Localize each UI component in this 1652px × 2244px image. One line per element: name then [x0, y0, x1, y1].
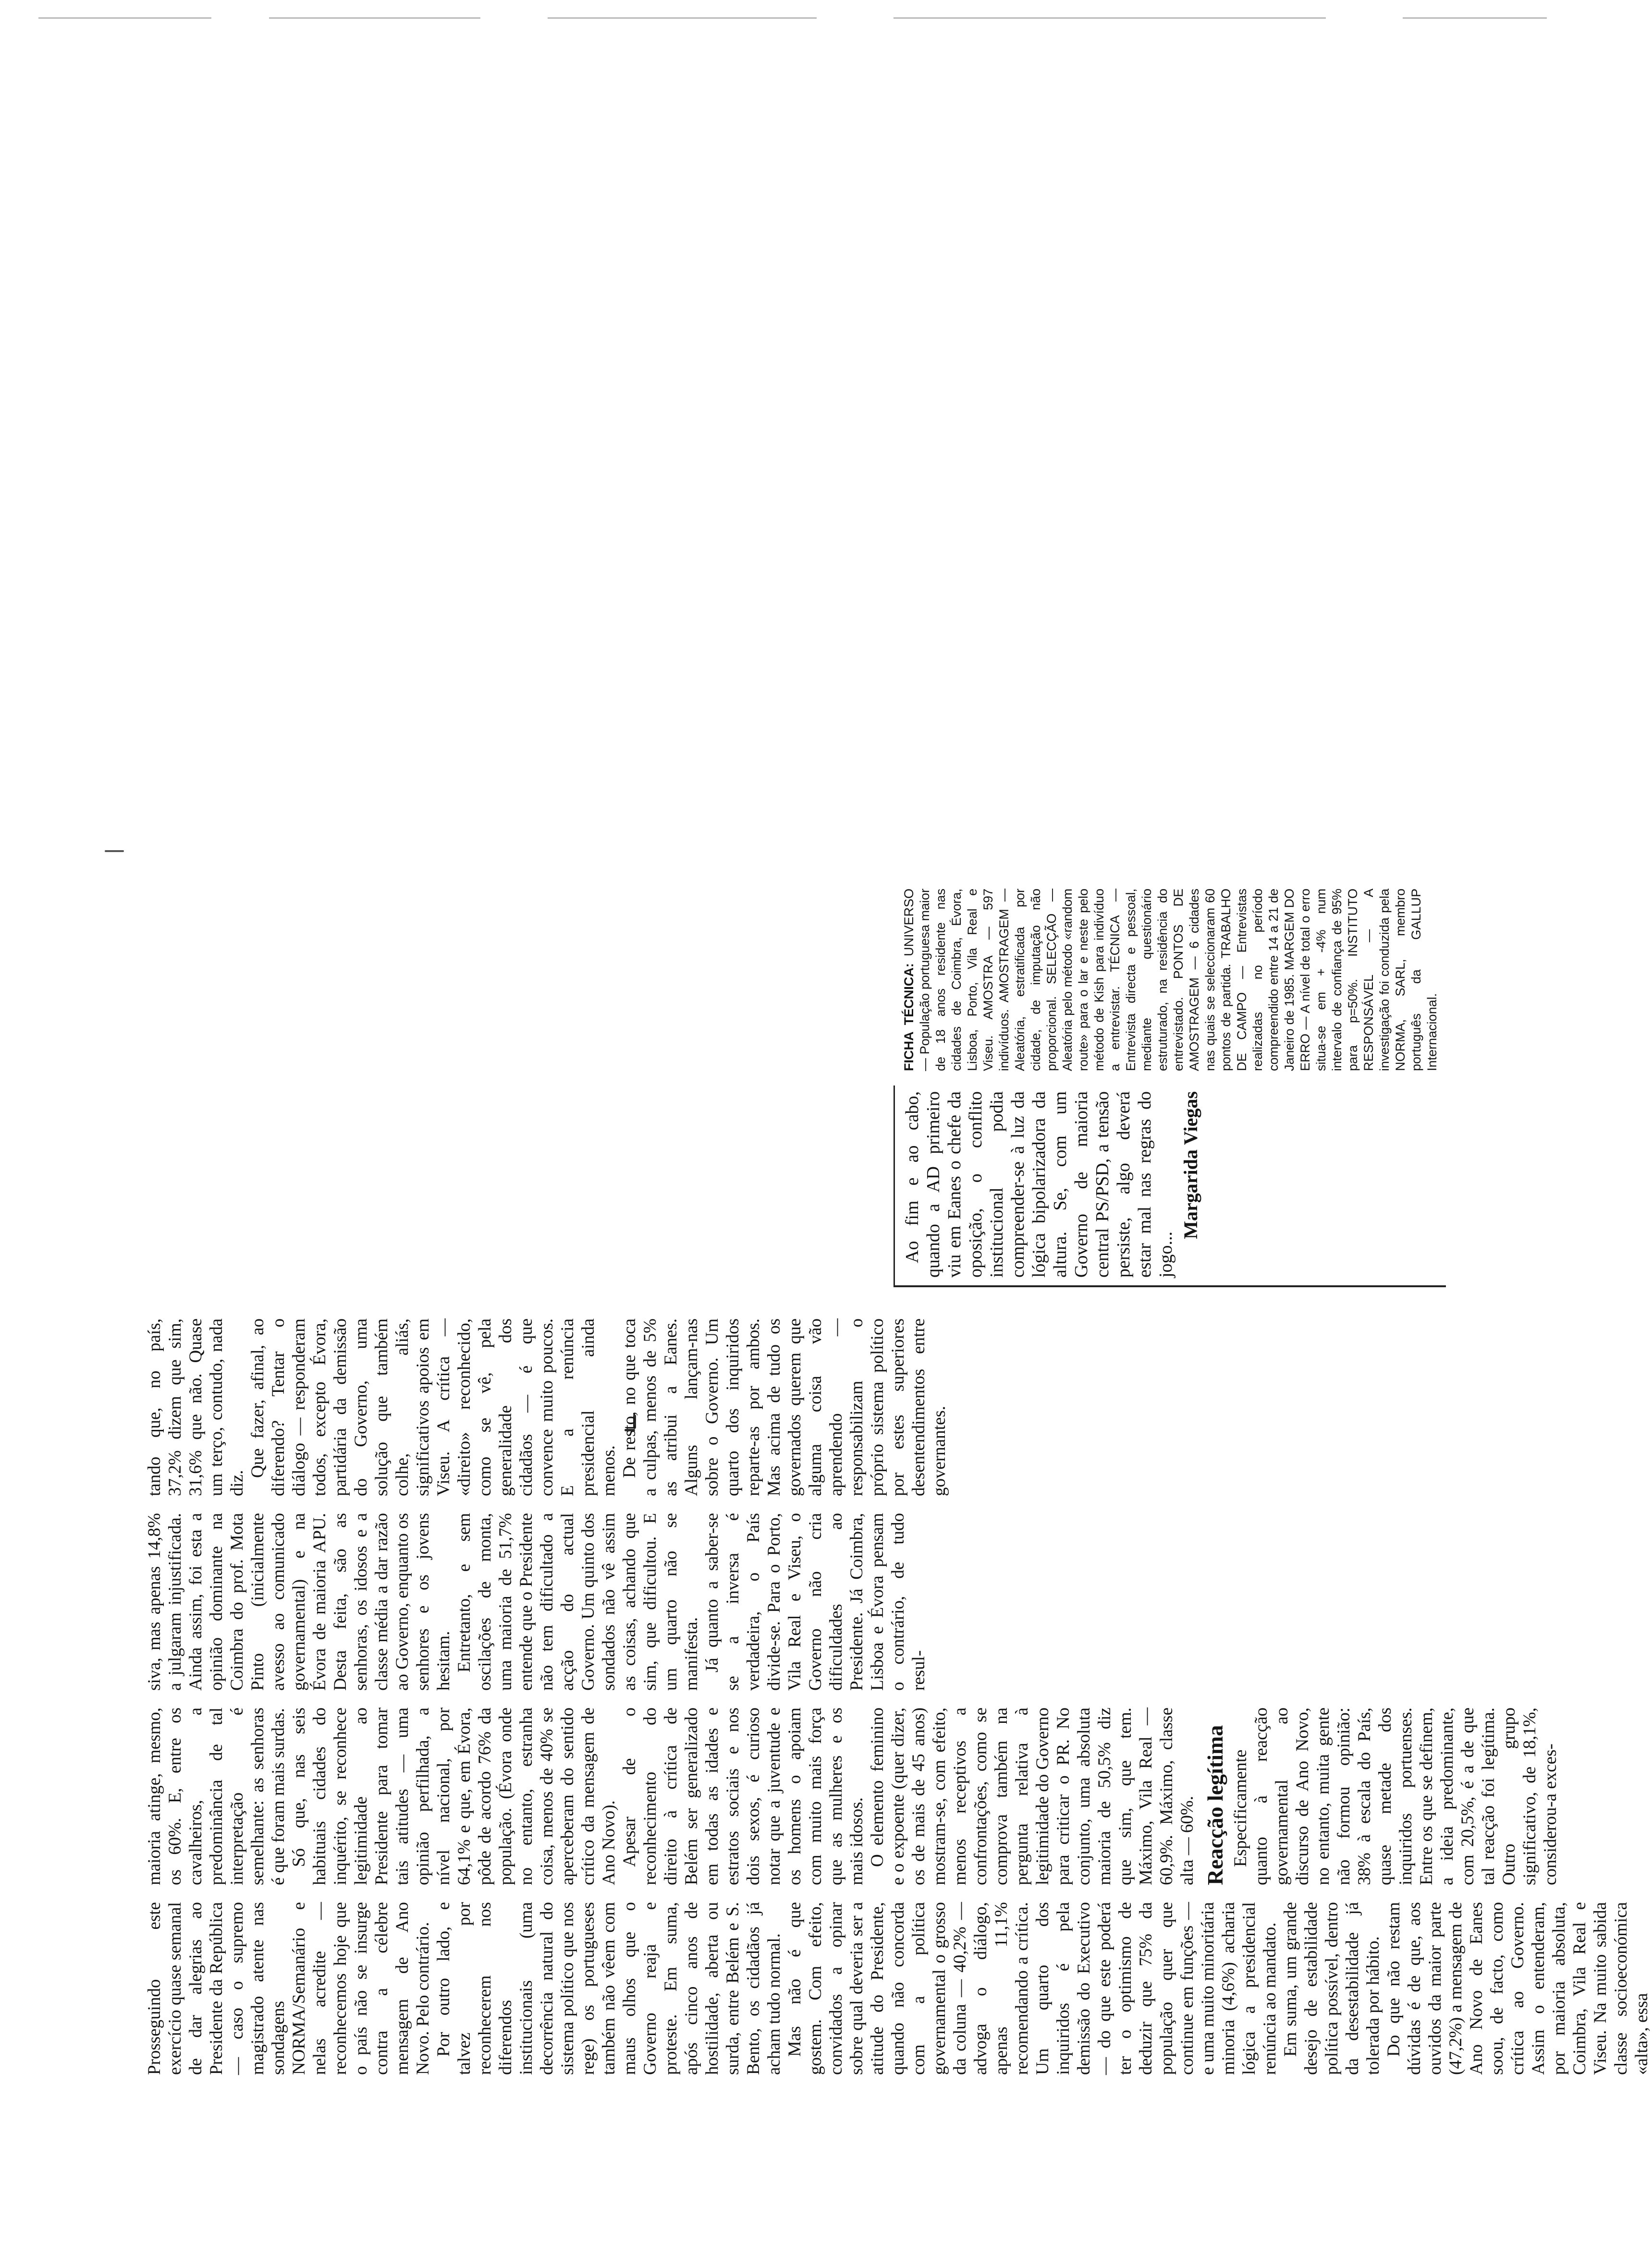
- article-column-1: [144, 1902, 1652, 2075]
- paragraph: De resto, no que toca a culpas, menos de 5% as atribui a Eanes. Alguns lançam-nas sobre o Governo. Um quarto dos inquiridos reparte-as por ambos. Mas acima de tudo os governados querem que alguma coisa vão aprendendo — responsabilizam o próprio sistema político por estes superiores desentendimentos entre governantes.: [620, 1318, 949, 1496]
- scan-speck: [105, 850, 124, 852]
- author-signature: Margarida Viegas: [1180, 1091, 1201, 1239]
- article-column-3: [144, 1513, 929, 1691]
- paragraph: Entretanto, e sem oscilações de monta, uma maioria de 51,7% entende que o Presidente não tem dificultado a acção do actual Governo. Um quinto dos sondados não vê assim as coisas, achando que sim, que dificultou. E um quarto não se manifesta.: [454, 1513, 701, 1691]
- paragraph: Prosseguindo este exercício quase semanal de dar alegrias ao Presidente da República — caso o supremo magistrado atente nas sondagens NORMA/Semanário e nelas acredite — reconhecemos hoje que o país não se insurge contra a célebre mensagem de Ano Novo. Pelo contrário.: [145, 1902, 433, 2075]
- paragraph: Do que não restam dúvidas é de que, aos ouvidos da maior parte (47,2%) a mensagem de Ano Novo de Eanes soou, de facto, como crítica ao Governo. Assim o entenderam, por maioria absoluta, Coimbra, Vila Real e Viseu. Na muito sabida classe socioeconómica «alta», essa: [1384, 1902, 1652, 2075]
- paragraph: Por outro lado, e talvez por reconhecerem nos diferendos institucionais (uma decorrência natural do sistema político que nos rege) os portugueses também não vêem com maus olhos que o Governo reaja e proteste. Em suma, após cinco anos de hostilidade, aberta ou surda, entre Belém e S. Bento, os cidadãos já acham tudo normal.: [434, 1902, 784, 2075]
- paragraph: Que fazer, afinal, ao diferendo? Tentar o diálogo — responderam todos, excepto Évora, partidária da demissão do Governo, uma solução que também colhe, aliás, significativos apoios em Viseu. A crítica — «direito» reconhecido, como se vê, pela generalidade dos cidadãos — é que convence muito poucos. E a renúncia presidencial ainda menos.: [248, 1318, 619, 1496]
- technical-sheet: [893, 884, 1446, 1076]
- paragraph: Já quanto a saber-se se a inversa é verdadeira, o País divide-se. Para o Porto, Vila Real e Viseu, o Governo não cria dificuldades ao Presidente. Já Coimbra, Lisboa e Évora pensam o contrário, de tudo resul-: [702, 1513, 929, 1691]
- paragraph: maioria atinge, mesmo, os 60%. E, entre os cavalheiros, a predominância de tal interpretação é semelhante: as senhoras é que foram mais surdas.: [145, 1707, 288, 1885]
- scan-mark: [548, 17, 817, 19]
- scan-mark: [38, 17, 211, 19]
- article-column-4: [144, 1318, 949, 1496]
- paragraph: Apesar de o reconhecimento do direito à crítica de Belém ser generalizado em todas as idades e estratos sociais e nos dois sexos, é curioso notar que a juventude e os homens o apoiam com muito mais força que as mulheres e os mais idosos.: [620, 1707, 867, 1885]
- paragraph: Em suma, um grande desejo de estabilidade política possível, dentro da desestabilidade já tolerada por hábito.: [1281, 1902, 1383, 2075]
- scan-mark: [1403, 17, 1547, 19]
- paragraph: tando que, no país, 37,2% dizem que sim, 31,6% que não. Quase um terço, contudo, nada diz.: [145, 1318, 247, 1496]
- technical-sheet-title: FICHA TÉCNICA:: [902, 963, 916, 1071]
- scan-mark: [269, 17, 480, 19]
- paragraph: Mas não é que gostem. Com efeito, convidados a opinar sobre qual deveria ser a atitude do Presidente, quando não concorda com a política governamental o grosso da coluna — 40,2% — advoga o diálogo, apenas 11,1% recomendando a crítica. Um quarto dos inquiridos é pela demissão do Executivo — do que este poderá ter o optimismo de deduzir que 75% da população quer que continue em funções — e uma muito minoritária minoria (4,6%) acharia lógica a presidencial renúncia ao mandato.: [785, 1902, 1280, 2075]
- article-column-2: [144, 1707, 1560, 1885]
- paragraph: siva, mas apenas 14,8% a julgaram injustificada. Ainda assim, foi esta a opinião dominante na Coimbra do prof. Mota Pinto (inicialmente avesso ao comunicado governamental) e na Évora de maioria APU. Desta feita, são as senhoras, os idosos e a classe média a dar razão ao Governo, enquanto os senhores e os jovens hesitam.: [145, 1513, 453, 1691]
- paragraph: Só que, nas seis habituais cidades do inquérito, se reconhece legitimidade ao Presidente para tomar tais atitudes — uma opinião perfilhada, a nível nacional, por 64,1% e que, em Évora, pôde de acordo 76% da população. (Évora onde no entanto, estranha coisa, menos de 40% se aperceberam do sentido crítico da mensagem de Ano Novo).: [289, 1707, 619, 1885]
- commentary-text: Ao fim e ao cabo, quando a AD primeiro viu em Eanes o chefe da oposição, o conflito institucional podia compreender-se à luz da lógica bipolarizadora da altura. Se, com um Governo de maioria central PS/PSD, a tensão persiste, algo deverá estar mal nas regras do jogo...: [902, 1091, 1176, 1278]
- section-subhead: Reacção legítima: [1203, 1725, 1227, 1885]
- sidebar-clipping: [893, 375, 1518, 1287]
- paragraph: O elemento feminino e o expoente (quer dizer, os de mais de 45 anos) mostram-se, com efeito, menos receptivos a confrontações, como se comprova também na pergunta relativa à legitimidade do Governo para criticar o PR. No conjunto, uma absoluta maioria de 50,5% diz que sim, que tem. Máximo, Vila Real — 60,9%. Máximo, classe alta — 60%.: [868, 1707, 1197, 1885]
- paragraph: Especificamente quanto à reacção governamental ao discurso de Ano Novo, no entanto, muita gente não formou opinião: 38% à escala do País, quase metade dos inquiridos portuenses. Entre os que se definem, a ideia predominante, com 20,5%, é a de que tal reacção foi legítima. Outro grupo significativo, de 18,1%, considerou-a exces-: [1231, 1707, 1560, 1885]
- scan-mark: [893, 17, 1326, 19]
- technical-sheet-text: UNIVERSO — População portuguesa maior de 18 anos residente nas cidades de Coimbra, Évora, Lisboa, Porto, Vila Real e Viseu. AMOSTRA — 597 indivíduos. AMOSTRAGEM — Aleatória, estratificada por cidade, de imputação não proporcional. SELECÇÃO — Aleatória pelo método «random route» para o lar e neste pelo método de Kish para indivíduo a entrevistar. TÉCNICA — Entrevista directa e pessoal, mediante questionário estruturado, na residência do entrevistado. PONTOS DE AMOSTRAGEM — 6 cidades nas quais se seleccionaram 60 pontos de partida. TRABALHO DE CAMPO — Entrevistas realizadas no período compreendido entre 14 a 21 de Janeiro de 1985. MARGEM DO ERRO — A nível de total o erro situa-se em + -4% num intervalo de confiança de 95% para p=50%. INSTITUTO RESPONSÁVEL — A investigação foi conduzida pela NORMA, SARL, membro português da GALLUP Internacional.: [902, 889, 1439, 1071]
- commentary-box: [893, 1085, 1446, 1287]
